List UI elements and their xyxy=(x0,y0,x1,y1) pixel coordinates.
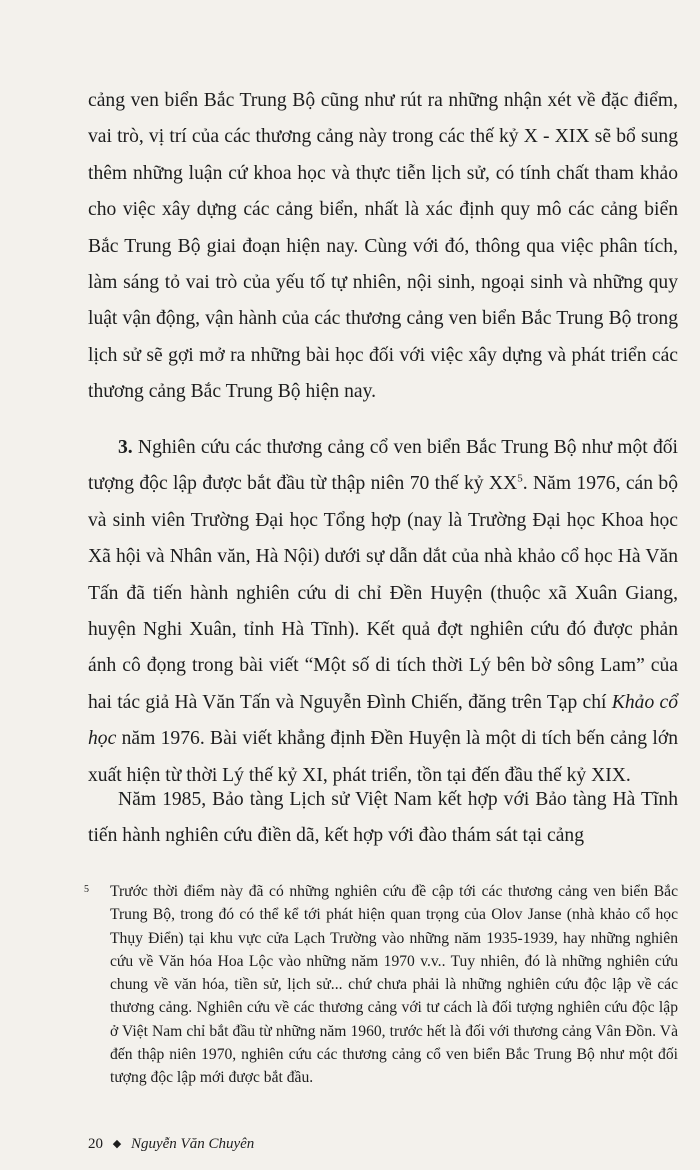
section-3-text-b: . Năm 1976, cán bộ và sinh viên Trường Đại học Tổng hợp (nay là Trường Đại học Khoa học Xã hội và Nhân văn, Hà Nội) dưới sự dẫn dắt của nhà khảo cổ học Hà Văn Tấn đã tiến hành nghiên cứu di chỉ Đền Huyện (thuộc xã Xuân Giang, huyện Nghi Xuân, tỉnh Hà Tĩnh). Kết quả đợt nghiên cứu đó được phản ánh cô đọng trong bài viết “Một số di tích thời Lý bên bờ sông Lam” của hai tác giả Hà Văn Tấn và Nguyễn Đình Chiến, đăng trên Tạp chí xyxy=(88,473,679,713)
author-name: Nguyễn Văn Chuyên xyxy=(130,1136,255,1152)
page-number: 20 xyxy=(88,1136,103,1152)
section-3-paragraph xyxy=(88,430,678,794)
section-3-text-c: năm 1976. Bài viết khẳng định Đền Huyện là một di tích bến cảng lớn xuất hiện từ thời Lý thế kỷ XI, phát triển, tồn tại đến đầu thế kỷ XIX. xyxy=(88,728,678,786)
diamond-bullet-icon: ◆ xyxy=(112,1138,122,1150)
page-footer xyxy=(88,1134,254,1154)
paragraph-text: cảng ven biển Bắc Trung Bộ cũng như rút ra những nhận xét về đặc điểm, vai trò, vị trí của các thương cảng này trong các thế kỷ X - XIX sẽ bổ sung thêm những luận cứ khoa học và thực tiễn lịch sử, có tính chất tham khảo cho việc xây dựng các cảng biển, nhất là xác định quy mô các cảng biển Bắc Trung Bộ giai đoạn hiện nay. Cùng với đó, thông qua việc phân tích, làm sáng tỏ vai trò của yếu tố tự nhiên, nội sinh, ngoại sinh và những quy luật vận động, vận hành của các thương cảng ven biển Bắc Trung Bộ trong lịch sử sẽ gợi mở ra những bài học đối với việc xây dựng và phát triển các thương cảng Bắc Trung Bộ hiện nay. xyxy=(88,90,678,403)
footnote-text: Trước thời điểm này đã có những nghiên cứu đề cập tới các thương cảng ven biển Bắc Trung Bộ, trong đó có thể kể tới phát hiện quan trọng của Olov Janse (nhà khảo cổ học Thụy Điển) tại khu vực cửa Lạch Trường vào những năm 1935-1939, hay những nghiên cứu về Văn hóa Hoa Lộc vào những năm 1970 v.v.. Tuy nhiên, đó là những nghiên cứu chung về văn hóa, tiền sử, lịch sử... chứ chưa phải là những nghiên cứu độc lập về các thương cảng. Nghiên cứu về các thương cảng với tư cách là đối tượng nghiên cứu độc lập ở Việt Nam chỉ bắt đầu từ những năm 1960, trước hết là đối với thương cảng Vân Đồn. Và đến thập niên 1970, nghiên cứu các thương cảng cổ ven biển Bắc Trung Bộ như một đối tượng độc lập mới được bắt đầu. xyxy=(110,883,678,1087)
body-paragraph-1985 xyxy=(88,782,678,855)
journal-name: Khảo cổ học xyxy=(88,691,679,750)
body-paragraph-continued xyxy=(88,83,678,411)
footnote xyxy=(84,880,678,1090)
section-number: 3. xyxy=(118,437,133,458)
footnote-mark: 5 xyxy=(84,884,89,895)
footnote-reference[interactable]: 5 xyxy=(517,472,523,485)
section-3-text-a: Nghiên cứu các thương cảng cổ ven biển Bắc Trung Bộ như một đối tượng độc lập được bắt đầu từ thập niên 70 thế kỷ XX xyxy=(88,437,678,495)
section-3-text xyxy=(88,430,678,794)
paragraph-1985-text: Năm 1985, Bảo tàng Lịch sử Việt Nam kết hợp với Bảo tàng Hà Tĩnh tiến hành nghiên cứu điền dã, kết hợp với đào thám sát tại cảng xyxy=(88,789,678,847)
